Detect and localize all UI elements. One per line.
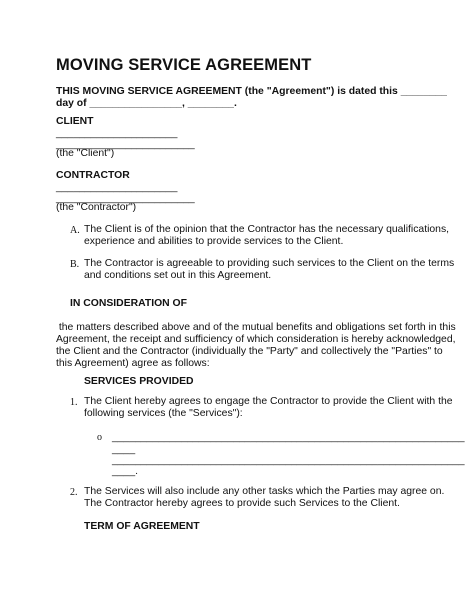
services-blank-line-4: ____. (112, 466, 139, 477)
service-item-2-line-1: The Services will also include any other tasks which the Parties may agree on. (84, 486, 445, 497)
service-item-1-line-2: following services (the "Services"): (84, 408, 243, 419)
intro-line-2: day of ________________, ________. (56, 98, 237, 109)
service-item-2-line-2: The Contractor hereby agrees to provide such Services to the Client. (84, 498, 400, 509)
recital-a-line-1: The Client is of the opinion that the Contractor has the necessary qualifications, (84, 224, 450, 235)
consideration-heading: IN CONSIDERATION OF (70, 298, 187, 309)
consideration-line-3: the Client and the Contractor (individually the "Party" and collectively the "Parties" to (56, 346, 443, 357)
recital-b-line-1: The Contractor is agreeable to providing such services to the Client on the terms (84, 258, 455, 269)
service-item-1-marker: 1. (70, 397, 78, 408)
services-heading: SERVICES PROVIDED (84, 376, 194, 387)
sub-bullet-marker: o (97, 432, 102, 443)
client-heading: CLIENT (56, 116, 94, 127)
service-item-1-line-1: The Client hereby agrees to engage the Contractor to provide the Client with the (84, 396, 453, 407)
recital-b-line-2: and conditions set out in this Agreement. (84, 270, 272, 281)
consideration-line-4: this Agreement) agree as follows: (56, 358, 210, 369)
client-blank-line-2: ________________________ (56, 139, 195, 150)
services-blank-line-3: _____________________________________________________________ (112, 455, 465, 466)
client-caption: (the "Client") (56, 148, 115, 159)
services-blank-line-2: ____ (112, 444, 136, 455)
recital-a-marker: A. (70, 225, 80, 236)
consideration-line-2: Agreement, the receipt and sufficiency of which consideration is hereby acknowledged, (56, 334, 456, 345)
contractor-blank-line-1: _____________________ (56, 182, 178, 193)
services-blank-line-1: _____________________________________________________________ (112, 432, 465, 443)
contractor-blank-line-2: ________________________ (56, 193, 195, 204)
service-item-2-marker: 2. (70, 487, 78, 498)
intro-line-1: THIS MOVING SERVICE AGREEMENT (the "Agreement") is dated this ________ (56, 86, 447, 97)
document-title: MOVING SERVICE AGREEMENT (56, 56, 312, 74)
contractor-heading: CONTRACTOR (56, 170, 130, 181)
consideration-line-1: the matters described above and of the mutual benefits and obligations set forth in this (56, 322, 456, 333)
client-blank-line-1: _____________________ (56, 128, 178, 139)
contractor-caption: (the "Contractor") (56, 202, 137, 213)
recital-b-marker: B. (70, 259, 80, 270)
term-heading: TERM OF AGREEMENT (84, 521, 200, 532)
recital-a-line-2: experience and abilities to provide services to the Client. (84, 236, 344, 247)
